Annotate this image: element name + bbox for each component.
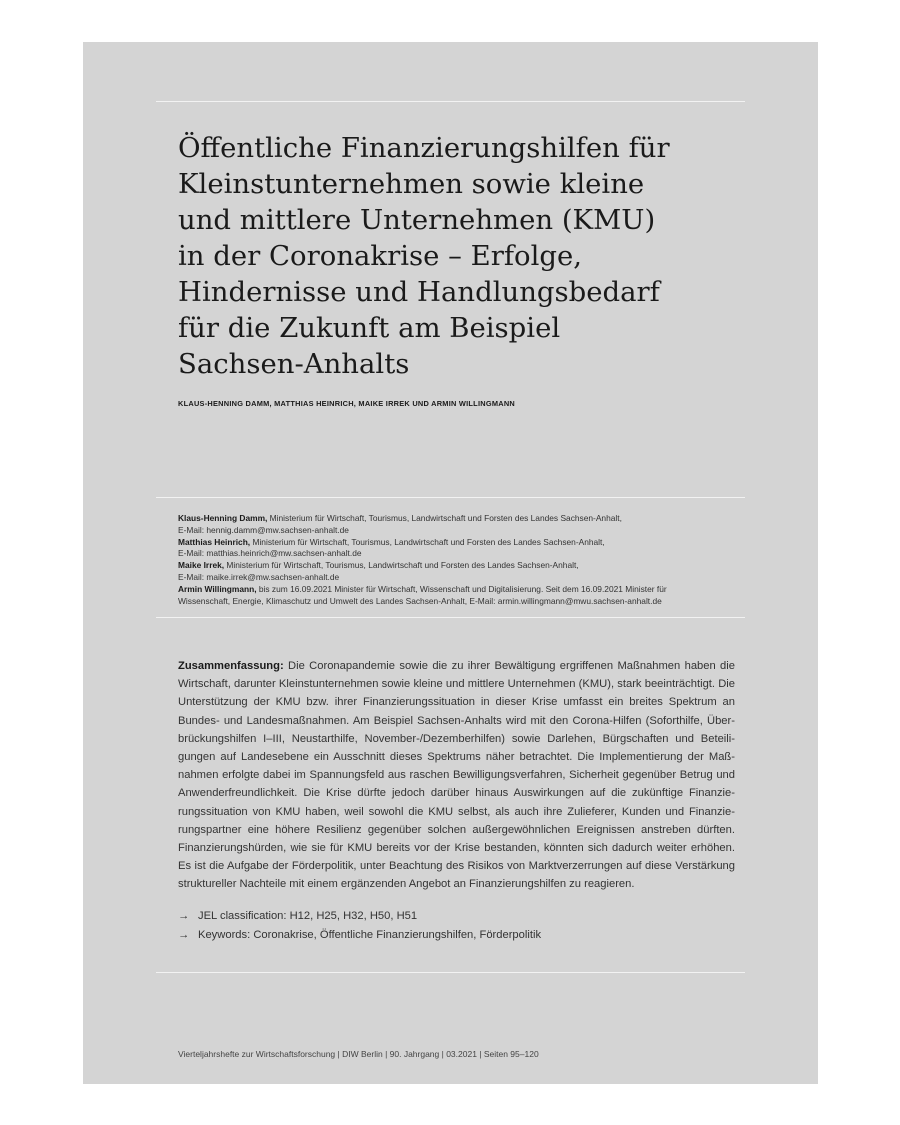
- affiliation-detail: bis zum 16.09.2021 Minister für Wirtschaft, Wissenschaft und Digitalisierung. Seit dem 16.09.2021 Minister für: [256, 583, 667, 594]
- top-rule: [156, 101, 745, 102]
- keywords-text: Keywords: Coronakrise, Öffentliche Finanzierungshilfen, Förderpolitik: [198, 928, 542, 941]
- affiliation-email: E-Mail: matthias.heinrich@mw.sachsen-anhalt.de: [178, 548, 362, 559]
- journal-page: [83, 42, 818, 1084]
- title-line: Kleinstunternehmen sowie kleine: [178, 168, 645, 200]
- affiliation-email: E-Mail: maike.irrek@mw.sachsen-anhalt.de: [178, 571, 340, 582]
- keywords: [178, 926, 738, 945]
- jel-text: JEL classification: H12, H25, H32, H50, H51: [198, 910, 418, 922]
- affiliation-entry: [178, 513, 748, 525]
- affiliation-name: Matthias Heinrich,: [178, 536, 251, 547]
- author-list: KLAUS-HENNING DAMM, MATTHIAS HEINRICH, MAIKE IRREK UND ARMIN WILLINGMANN: [178, 399, 516, 408]
- affiliation-entry: [178, 537, 748, 549]
- title-line: Öffentliche Finanzierungshilfen für: [178, 132, 670, 164]
- title-line: in der Coronakrise – Erfolge,: [178, 240, 583, 272]
- title-line: Sachsen-Anhalts: [178, 348, 410, 380]
- affiliation-email: E-Mail: hennig.damm@mw.sachsen-anhalt.de: [178, 524, 349, 535]
- title-line: Hindernisse und Handlungsbedarf: [178, 276, 660, 308]
- affiliation-detail: Ministerium für Wirtschaft, Tourismus, Landwirtschaft und Forsten des Landes Sachsen-Anhalt,: [250, 536, 605, 547]
- bottom-rule: [156, 972, 745, 973]
- abstract-label: Zusammenfassung:: [178, 660, 284, 672]
- journal-footer: Vierteljahrshefte zur Wirtschaftsforschung | DIW Berlin | 90. Jahrgang | 03.2021 | Seiten 95–120: [178, 1049, 539, 1059]
- arrow-right-icon: →: [178, 928, 190, 941]
- jel-classification: [178, 907, 738, 926]
- affiliation-detail: Ministerium für Wirtschaft, Tourismus, Landwirtschaft und Forsten des Landes Sachsen-Anhalt,: [267, 513, 622, 523]
- abstract: [178, 657, 735, 894]
- classification-list: [178, 907, 738, 944]
- title-line: und mittlere Unternehmen (KMU): [178, 204, 656, 236]
- affiliation-bottom-rule: [156, 617, 745, 618]
- affiliation-top-rule: [156, 497, 745, 498]
- affiliation-entry: [178, 560, 748, 572]
- affiliation-name: Klaus-Henning Damm,: [178, 513, 268, 523]
- title-line: für die Zukunft am Beispiel: [178, 312, 561, 344]
- affiliation-name: Maike Irrek,: [178, 560, 225, 571]
- affiliation-name: Armin Willingmann,: [178, 583, 257, 594]
- affiliation-email: Wissenschaft, Energie, Klimaschutz und Umwelt des Landes Sachsen-Anhalt, E-Mail: armin.willingmann@mwu.sachsen-anhalt.de: [178, 595, 662, 606]
- author-affiliations: [178, 513, 748, 607]
- abstract-text: Die Coronapandemie sowie die zu ihrer Bewältigung ergriffenen Maßnahmen haben die Wirtschaft, darunter Kleinstunternehmen sowie kleine und mittlere Unternehmen (KMU), stark beeinträchtigt. Die Unterstützung der KMU bzw. ihrer Finanzierungssituation in dieser Krise umfasst ein breites Spektrum an Bundes- und Landesmaßnahmen. Am Beispiel Sachsen-Anhalts wird mit den Corona-Hilfen (Soforthilfe, Überbrückungshilfen I–III, Neustarthilfe, November-/Dezemberhilfen) sowie Darlehen, Bürgschaften und Beteiligungen auf Landesebene ein Ausschnitt dieses Spektrums näher betrachtet. Die Implementierung der Maßnahmen erfolgte dabei im Spannungsfeld aus raschen Bewilligungsverfahren, Sicherheit gegenüber Betrug und Anwenderfreundlichkeit. Die Krise dürfte jedoch darüber hinaus Auswirkungen auf die zukünftige Finanzierungssituation von KMU haben, weil sowohl die KMU selbst, als auch ihre Zulieferer, Kunden und Finanzierungspartner eine höhere Resilienz gegenüber solchen außergewöhnlichen Ereignissen anstreben dürften. Finanzierungshürden, wie sie für KMU bereits vor der Krise bestanden, könnten sich dadurch weiter erhöhen. Es ist die Aufgabe der Förderpolitik, unter Beachtung des Risikos von Marktverzerrungen auf diese Verstärkung struktureller Nachteile mit einem ergänzenden Angebot an Finanzierungshilfen zu reagieren.: [178, 660, 735, 891]
- affiliation-detail: Ministerium für Wirtschaft, Tourismus, Landwirtschaft und Forsten des Landes Sachsen-Anhalt,: [224, 560, 579, 571]
- article-title: [178, 130, 738, 382]
- affiliation-entry: [178, 584, 748, 596]
- arrow-right-icon: →: [178, 910, 190, 922]
